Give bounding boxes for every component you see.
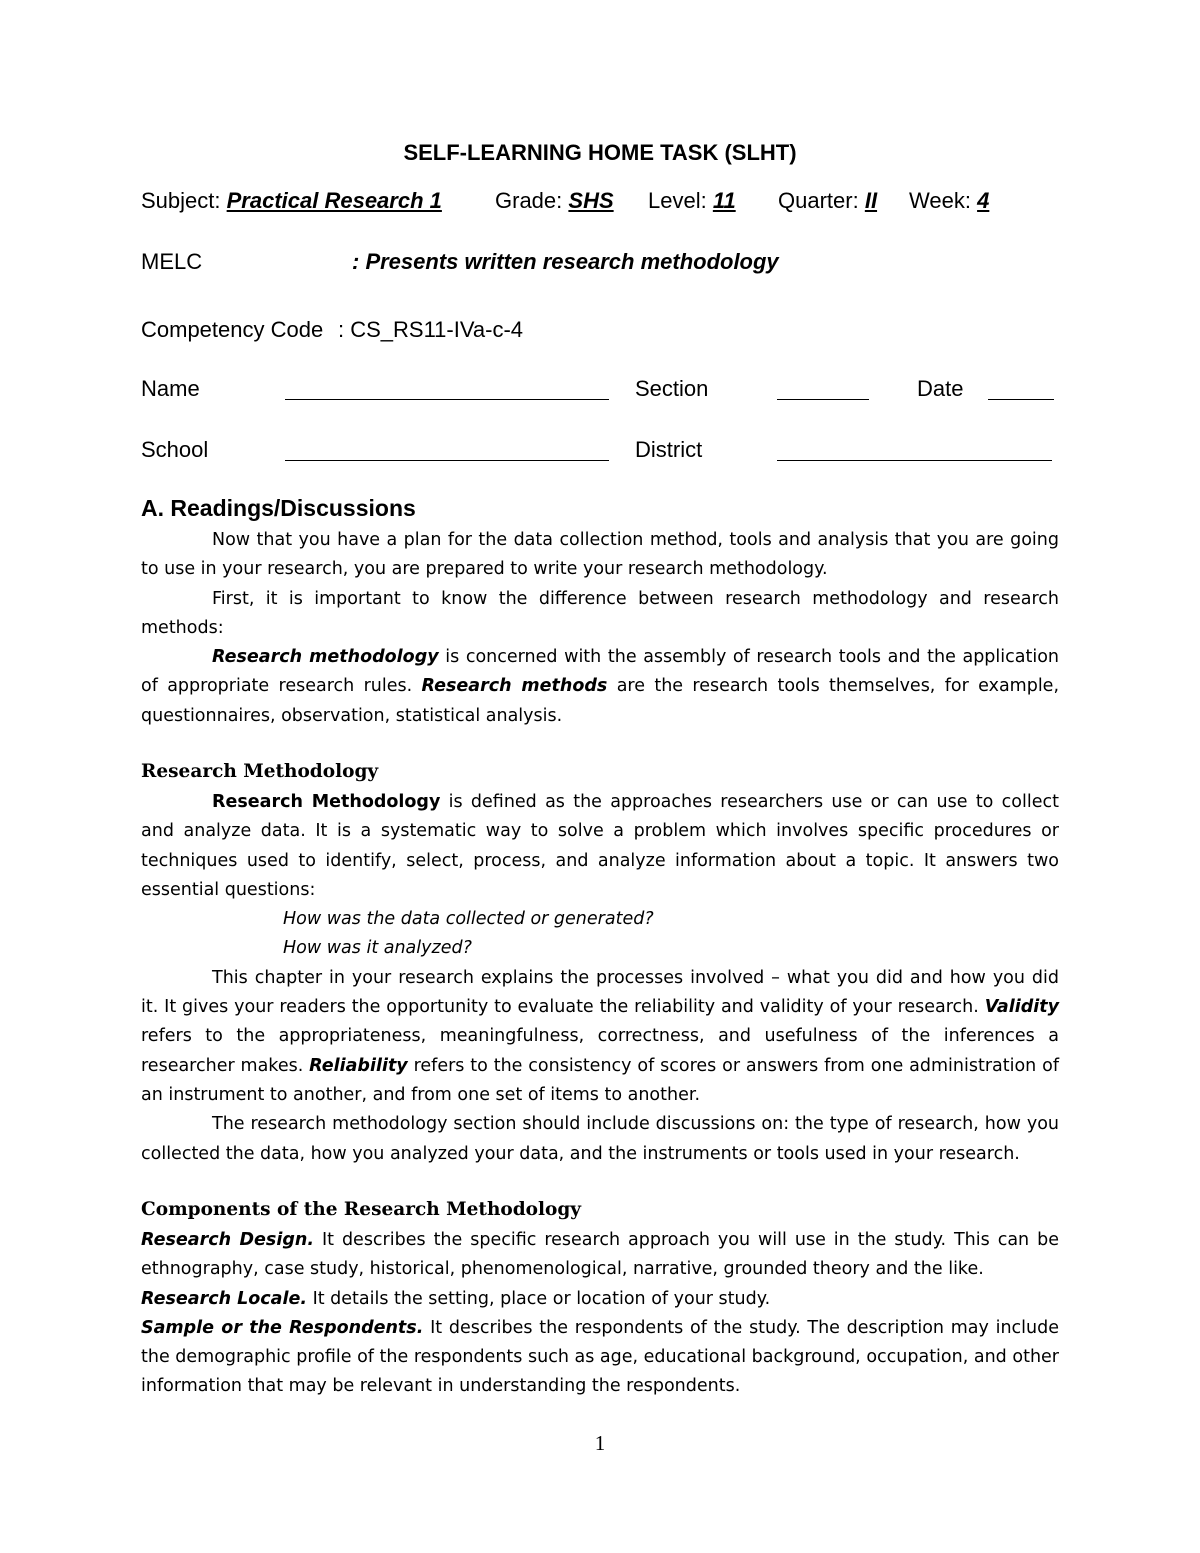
- page-number: 1: [594, 1431, 606, 1455]
- methodology-body: [141, 788, 1059, 1169]
- date-field[interactable]: [988, 399, 1054, 400]
- readings-heading: A. Readings/Discussions: [141, 495, 416, 521]
- readings-paragraph-1: Now that you have a plan for the data collection method, tools and analysis that you are going to use in your research, you are prepared to write your research methodology.: [141, 530, 1059, 580]
- term-reliability: Reliability: [309, 1055, 408, 1076]
- readings-p3-text2: are the research tools themselves, for example, questionnaires, observation, statistical analysis.: [141, 676, 1060, 726]
- quarter-label: Quarter:: [778, 188, 859, 213]
- name-field[interactable]: [285, 399, 609, 400]
- melc-value: : Presents written research methodology: [352, 249, 779, 274]
- question-2: How was it analyzed?: [283, 938, 472, 959]
- subject-label: Subject:: [141, 188, 221, 213]
- sample-text: It describes the respondents of the study. The description may include the demographic profile of the respondents such as age, educational background, occupation, and other information that may be relevant in understanding the respondents.: [141, 1317, 1059, 1397]
- locale-text: It details the setting, place or location of your study.: [307, 1288, 771, 1309]
- competency-value: : CS_RS11-IVa-c-4: [338, 317, 524, 342]
- methodology-paragraph-3: The research methodology section should include discussions on: the type of research, how you collected the data, how you analyzed your data, and the instruments or tools used in your research.: [141, 1114, 1059, 1164]
- methodology-p1-text: is defined as the approaches researchers use or can use to collect and analyze data. It is a systematic way to solve a problem which involves specific procedures or techniques used to identify, select, process, and analyze information about a topic. It answers two essential questions:: [141, 792, 1059, 900]
- grade-value: SHS: [568, 188, 614, 213]
- components-body: [141, 1226, 1059, 1402]
- term-validity: Validity: [984, 997, 1059, 1018]
- week-field: [909, 188, 989, 214]
- readings-paragraph-3: [141, 643, 1059, 731]
- melc-label: MELC: [141, 249, 203, 274]
- term-sample: Sample or the Respondents.: [141, 1317, 424, 1338]
- section-field[interactable]: [777, 399, 869, 400]
- grade-field: [495, 188, 614, 214]
- design-text: It describes the specific research approach you will use in the study. This can be ethnography, case study, historical, phenomenological, narrative, grounded theory and the like.: [141, 1230, 1059, 1280]
- subject-line: [141, 188, 442, 214]
- subject-value: Practical Research 1: [226, 188, 442, 213]
- school-label: School: [141, 437, 209, 462]
- level-value: 11: [712, 188, 736, 213]
- readings-paragraph-2: First, it is important to know the difference between research methodology and research methods:: [141, 588, 1059, 638]
- date-label: Date: [917, 376, 964, 401]
- name-label: Name: [141, 376, 200, 401]
- level-label: Level:: [648, 188, 707, 213]
- components-heading: Components of the Research Methodology: [141, 1199, 582, 1220]
- component-locale: [141, 1285, 1059, 1314]
- term-methodology: Research Methodology: [212, 792, 441, 812]
- term-research-methods: Research methods: [421, 676, 608, 697]
- week-label: Week:: [909, 188, 971, 213]
- term-research-methodology: Research methodology: [212, 647, 439, 668]
- quarter-field: [778, 188, 877, 214]
- readings-p3-text1: is concerned with the assembly of research tools and the application of appropriate research rules.: [141, 647, 1059, 697]
- term-research-locale: Research Locale.: [141, 1288, 307, 1309]
- district-label: District: [635, 437, 703, 462]
- readings-body: [141, 526, 1059, 731]
- methodology-p2-text1: This chapter in your research explains the processes involved – what you did and how you did it. It gives your readers the opportunity to evaluate the reliability and validity of your research.: [141, 967, 1059, 1018]
- component-design: [141, 1226, 1059, 1285]
- methodology-p2-text3: refers to the consistency of scores or answers from one administration of an instrument to another, and from one set of items to another.: [141, 1055, 1059, 1105]
- level-field: [648, 188, 736, 214]
- methodology-heading: Research Methodology: [141, 761, 379, 782]
- page-title: SELF-LEARNING HOME TASK (SLHT): [403, 140, 797, 165]
- district-field[interactable]: [777, 460, 1052, 461]
- school-field[interactable]: [285, 460, 609, 461]
- quarter-value: II: [864, 188, 878, 213]
- competency-label: Competency Code: [141, 317, 324, 342]
- section-label: Section: [635, 376, 709, 401]
- question-1: How was the data collected or generated?: [283, 909, 654, 930]
- methodology-paragraph-1: [141, 788, 1059, 905]
- methodology-p2-text2: refers to the appropriateness, meaningfulness, correctness, and usefulness of the inferences a researcher makes.: [141, 1026, 1059, 1076]
- week-value: 4: [977, 188, 990, 213]
- term-research-design: Research Design.: [141, 1230, 314, 1250]
- methodology-paragraph-2: [141, 964, 1059, 1110]
- component-sample: [141, 1314, 1059, 1402]
- grade-label: Grade:: [495, 188, 563, 213]
